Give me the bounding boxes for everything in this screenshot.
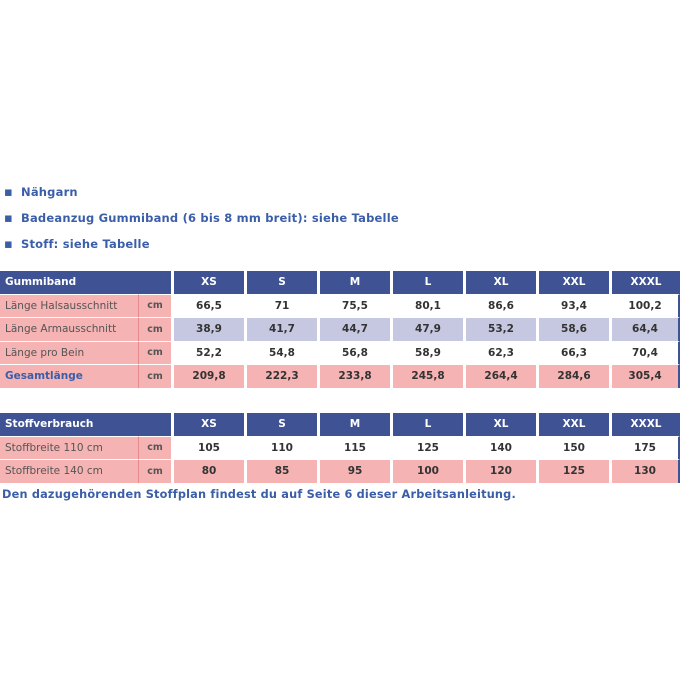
- table-row: [0, 459, 680, 483]
- value-cell: 54,8: [244, 341, 317, 365]
- elastic-size-table: [0, 271, 680, 388]
- value-cell: 85: [244, 459, 317, 483]
- size-header: XS: [171, 413, 244, 436]
- table-row: [0, 364, 680, 388]
- bullet-icon: ▪: [4, 184, 14, 200]
- value-cell: 75,5: [317, 294, 390, 318]
- size-header: M: [317, 413, 390, 436]
- value-cell: 209,8: [171, 364, 244, 388]
- value-cell: 100: [390, 459, 463, 483]
- value-cell: 44,7: [317, 317, 390, 341]
- row-label: Länge Halsausschnitt: [0, 294, 138, 318]
- row-label: Gesamtlänge: [0, 364, 138, 388]
- value-cell: 56,8: [317, 341, 390, 365]
- header-row: [0, 271, 680, 294]
- size-header: XL: [463, 413, 536, 436]
- list-item-text: Nähgarn: [21, 185, 78, 199]
- value-cell: 58,6: [536, 317, 609, 341]
- size-header: XXL: [536, 271, 609, 294]
- row-label: Länge Armausschnitt: [0, 317, 138, 341]
- list-item-text: Stoff: siehe Tabelle: [21, 237, 150, 251]
- header-row: [0, 413, 680, 436]
- value-cell: 130: [609, 459, 680, 483]
- value-cell: 58,9: [390, 341, 463, 365]
- value-cell: 66,5: [171, 294, 244, 318]
- value-cell: 38,9: [171, 317, 244, 341]
- value-cell: 71: [244, 294, 317, 318]
- value-cell: 53,2: [463, 317, 536, 341]
- value-cell: 175: [609, 436, 680, 460]
- size-header: M: [317, 271, 390, 294]
- row-label: Stoffbreite 140 cm: [0, 459, 138, 483]
- value-cell: 52,2: [171, 341, 244, 365]
- value-cell: 66,3: [536, 341, 609, 365]
- value-cell: 62,3: [463, 341, 536, 365]
- value-cell: 64,4: [609, 317, 680, 341]
- size-header: XL: [463, 271, 536, 294]
- size-header: XXL: [536, 413, 609, 436]
- size-header: XS: [171, 271, 244, 294]
- fabric-plan-note: Den dazugehörenden Stoffplan findest du auf Seite 6 dieser Arbeitsanleitung.: [2, 488, 516, 501]
- list-item: [4, 205, 399, 231]
- value-cell: 105: [171, 436, 244, 460]
- value-cell: 80,1: [390, 294, 463, 318]
- row-unit: cm: [138, 317, 171, 341]
- value-cell: 80: [171, 459, 244, 483]
- list-item: [4, 231, 399, 257]
- value-cell: 47,9: [390, 317, 463, 341]
- value-cell: 95: [317, 459, 390, 483]
- size-header: S: [244, 271, 317, 294]
- value-cell: 264,4: [463, 364, 536, 388]
- size-header: L: [390, 413, 463, 436]
- table-row: [0, 317, 680, 341]
- row-unit: cm: [138, 459, 171, 483]
- value-cell: 110: [244, 436, 317, 460]
- size-header: L: [390, 271, 463, 294]
- row-unit: cm: [138, 294, 171, 318]
- value-cell: 233,8: [317, 364, 390, 388]
- table-row: [0, 341, 680, 365]
- value-cell: 150: [536, 436, 609, 460]
- size-header: XXXL: [609, 413, 680, 436]
- value-cell: 120: [463, 459, 536, 483]
- size-header: XXXL: [609, 271, 680, 294]
- row-unit: cm: [138, 436, 171, 460]
- bullet-icon: ▪: [4, 210, 14, 226]
- fabric-consumption-table: [0, 413, 680, 483]
- value-cell: 93,4: [536, 294, 609, 318]
- value-cell: 305,4: [609, 364, 680, 388]
- value-cell: 245,8: [390, 364, 463, 388]
- table-title: Stoffverbrauch: [0, 413, 171, 436]
- bullet-icon: ▪: [4, 236, 14, 252]
- table-row: [0, 436, 680, 460]
- value-cell: 70,4: [609, 341, 680, 365]
- size-header: S: [244, 413, 317, 436]
- value-cell: 100,2: [609, 294, 680, 318]
- value-cell: 125: [536, 459, 609, 483]
- value-cell: 86,6: [463, 294, 536, 318]
- row-unit: cm: [138, 364, 171, 388]
- row-label: Länge pro Bein: [0, 341, 138, 365]
- table-row: [0, 294, 680, 318]
- row-unit: cm: [138, 341, 171, 365]
- row-label: Stoffbreite 110 cm: [0, 436, 138, 460]
- value-cell: 41,7: [244, 317, 317, 341]
- materials-list: [4, 179, 399, 257]
- value-cell: 125: [390, 436, 463, 460]
- value-cell: 222,3: [244, 364, 317, 388]
- list-item: [4, 179, 399, 205]
- value-cell: 115: [317, 436, 390, 460]
- value-cell: 140: [463, 436, 536, 460]
- value-cell: 284,6: [536, 364, 609, 388]
- table-title: Gummiband: [0, 271, 171, 294]
- list-item-text: Badeanzug Gummiband (6 bis 8 mm breit): siehe Tabelle: [21, 211, 399, 225]
